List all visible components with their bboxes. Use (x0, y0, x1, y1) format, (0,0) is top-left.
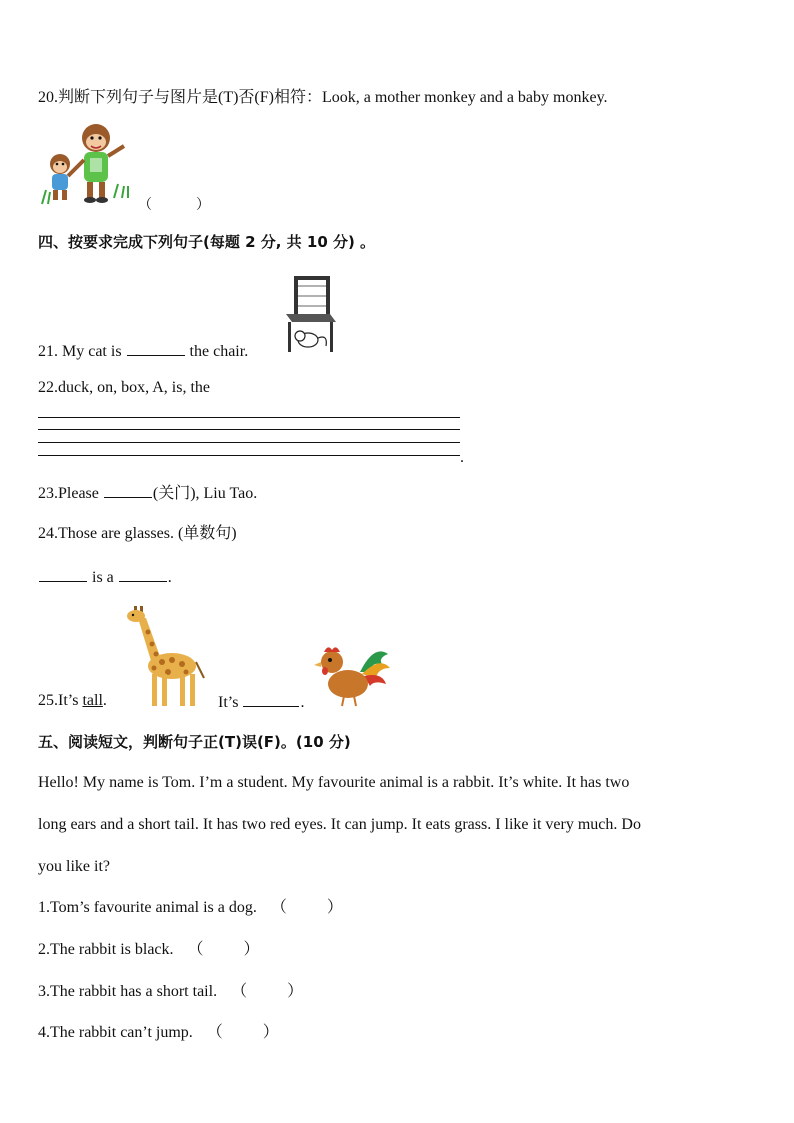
q22-text: 22.duck, on, box, A, is, the (38, 379, 210, 396)
q25: 25.It’s tall. (38, 692, 107, 709)
q20-answer-parens[interactable]: （ ） (138, 198, 210, 213)
q25-its-1: 25.It’s (38, 692, 79, 709)
passage-line-1: Hello! My name is Tom. I’m a student. My favourite animal is a rabbit. It’s white. It has two (38, 774, 630, 791)
q24-answer: is a . (38, 566, 172, 588)
chair-picture (284, 274, 338, 354)
q21-blank[interactable] (127, 340, 185, 356)
q21 (38, 340, 248, 362)
q24-blank-2[interactable] (119, 566, 167, 582)
q25-answer: It’s . (218, 691, 304, 713)
rooster-picture (312, 642, 392, 708)
q25-its-2: It’s (218, 694, 239, 711)
statement-1-parens[interactable]: （ ） (270, 899, 343, 916)
statement-4: 4.The rabbit can’t jump. （ ） (38, 1024, 279, 1041)
q23-before: 23.Please (38, 485, 99, 502)
q23-after: (关门), Liu Tao. (152, 485, 258, 502)
statement-2-parens[interactable]: （ ） (187, 941, 260, 958)
q24-mid: is a (92, 569, 114, 586)
section5-heading: 五、阅读短文，判断句子正(T)误(F)。(10 分) (38, 733, 351, 751)
q23 (38, 482, 257, 504)
q20-text: 20.判断下列句子与图片是(T)否(F)相符：Look, a mother monkey and a baby monkey. (38, 89, 608, 106)
passage-line-3: you like it? (38, 858, 110, 875)
q22-answer-lines[interactable] (38, 411, 466, 466)
statement-3: 3.The rabbit has a short tail. （ ） (38, 983, 304, 1000)
q23-blank[interactable] (104, 482, 152, 498)
statement-4-parens[interactable]: （ ） (206, 1024, 279, 1041)
q25-blank[interactable] (243, 691, 299, 707)
passage-line-2: long ears and a short tail. It has two red eyes. It can jump. It eats grass. I like it very much. Do (38, 816, 641, 833)
giraffe-picture (124, 604, 206, 708)
q21-after: the chair. (189, 343, 249, 360)
section4-heading: 四、按要求完成下列句子(每题 2 分, 共 10 分) 。 (38, 233, 376, 251)
statement-1: 1.Tom’s favourite animal is a dog. （ ） (38, 899, 343, 916)
statement-3-parens[interactable]: （ ） (231, 983, 304, 1000)
statement-2: 2.The rabbit is black. （ ） (38, 941, 260, 958)
q24-blank-1[interactable] (39, 566, 87, 582)
q24-text: 24.Those are glasses. (单数句) (38, 525, 237, 542)
q25-tall: tall (82, 692, 103, 709)
q22-end-mark: . (460, 449, 464, 466)
monkeys-picture (38, 120, 132, 208)
q21-before: 21. My cat is (38, 343, 122, 360)
